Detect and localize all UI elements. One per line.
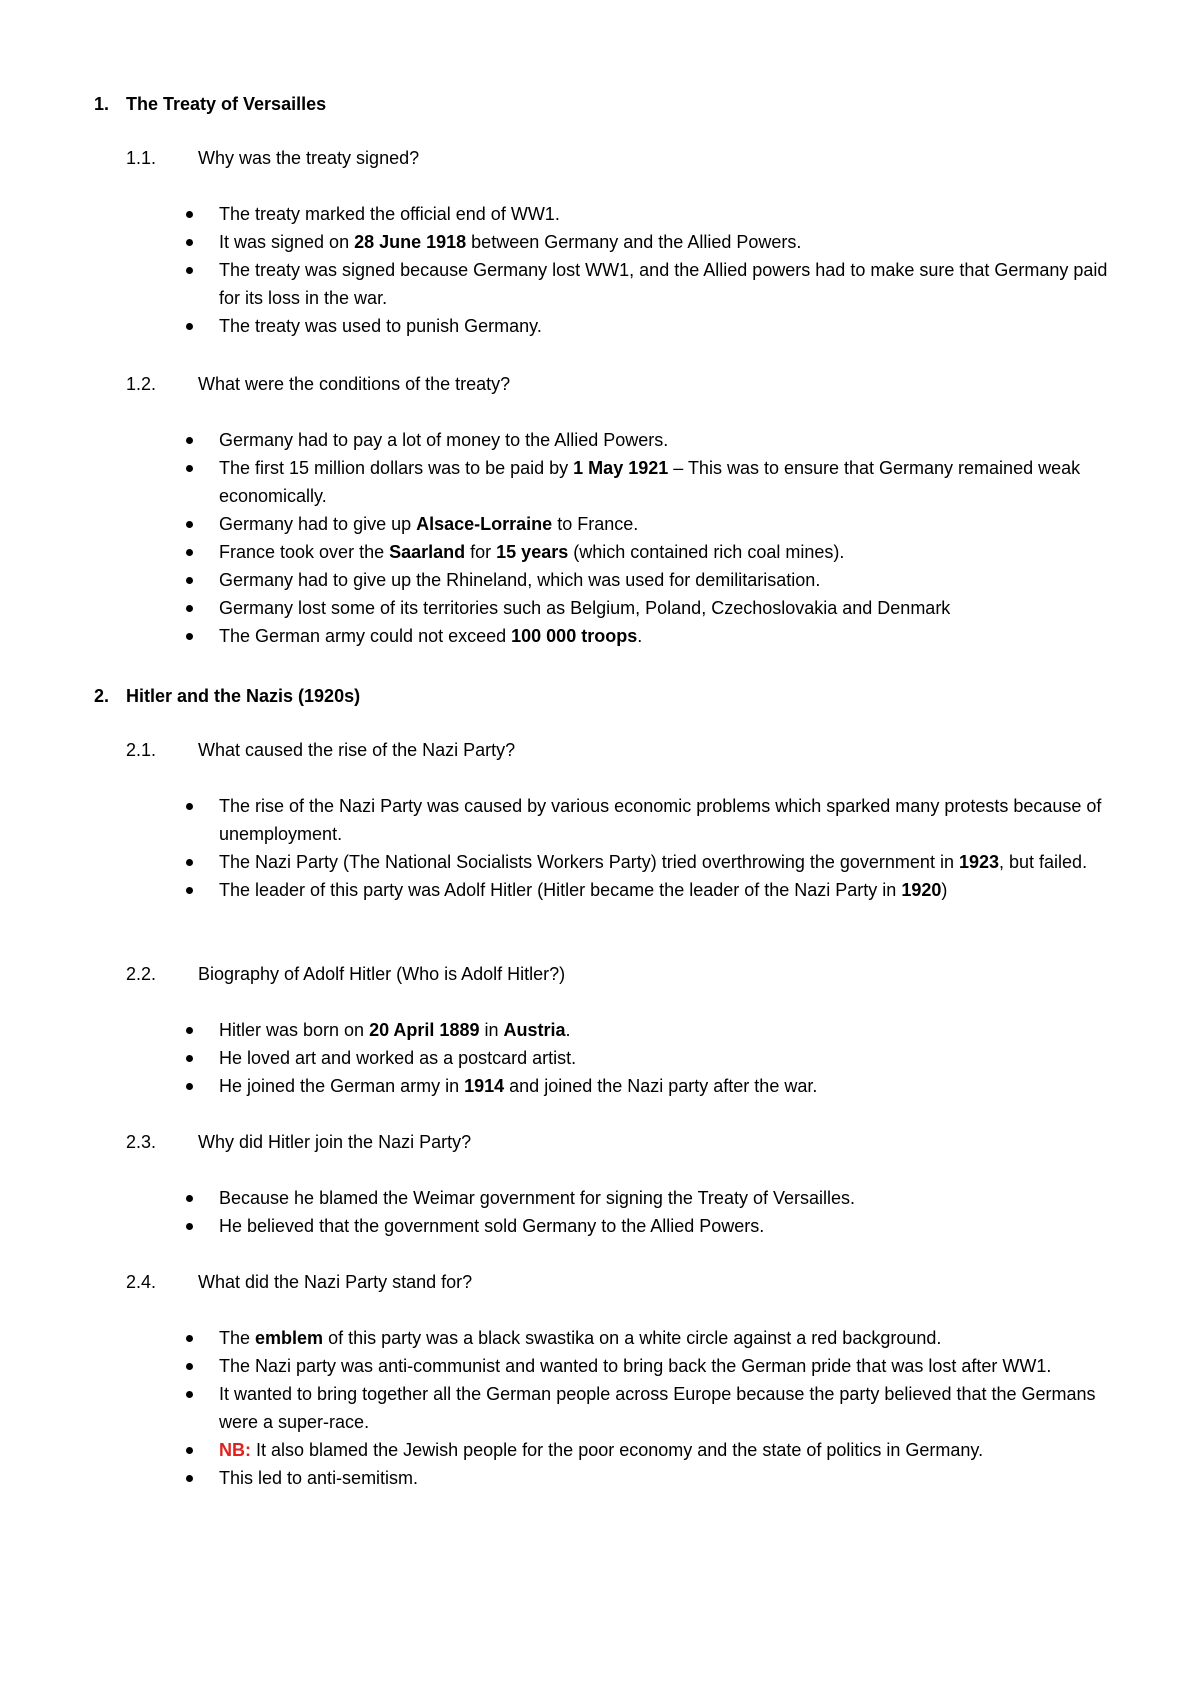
bullet-dot-icon xyxy=(186,239,193,246)
bullet-text: He joined the German army in xyxy=(219,1076,465,1096)
bullet-text: between Germany and the Allied Powers. xyxy=(466,232,802,252)
bullet-text: Germany had to give up xyxy=(219,514,417,534)
bullet-text: The treaty was used to punish Germany. xyxy=(219,316,542,336)
bullet-dot-icon xyxy=(186,549,193,556)
bullet-dot-icon xyxy=(186,633,193,640)
bullet-text: The rise of the Nazi Party was caused by various economic problems which sparked many protests because of unemployment. xyxy=(219,796,1102,844)
bullet-text: Germany had to give up the Rhineland, which was used for demilitarisation. xyxy=(219,570,821,590)
bullet-text: to France. xyxy=(552,514,639,534)
bold-text: Saarland xyxy=(389,542,466,562)
section-number: 1. xyxy=(94,94,110,114)
subsection-number: 2.3. xyxy=(126,1132,157,1152)
bullet-dot-icon xyxy=(186,1475,193,1482)
bullet-text: . xyxy=(637,626,643,646)
subsection-title: What were the conditions of the treaty? xyxy=(198,374,511,394)
bullet-text: Germany had to pay a lot of money to the Allied Powers. xyxy=(219,430,669,450)
bullet-list xyxy=(0,426,1200,650)
subsection-number: 1.2. xyxy=(126,374,157,394)
bullet-dot-icon xyxy=(186,577,193,584)
subsection-heading xyxy=(126,372,510,396)
bullet-item xyxy=(0,426,1109,454)
bullet-item xyxy=(0,876,1109,904)
subsection-heading xyxy=(126,962,565,986)
bullet-item xyxy=(0,1184,1109,1212)
bullet-dot-icon xyxy=(186,323,193,330)
section-title: Hitler and the Nazis (1920s) xyxy=(126,686,361,706)
subsection-heading xyxy=(126,1270,472,1294)
bullet-text: for xyxy=(465,542,497,562)
bullet-text: in xyxy=(479,1020,504,1040)
bullet-text: . xyxy=(565,1020,571,1040)
bullet-text: He loved art and worked as a postcard artist. xyxy=(219,1048,577,1068)
bullet-text: (which contained rich coal mines). xyxy=(568,542,845,562)
subsection-title: Why was the treaty signed? xyxy=(198,148,420,168)
bold-text: 100 000 troops xyxy=(511,626,638,646)
bullet-item xyxy=(0,228,1109,256)
bullet-text: The treaty was signed because Germany lost WW1, and the Allied powers had to make sure that Germany paid for its loss in the war. xyxy=(219,260,1108,308)
bullet-text: The leader of this party was Adolf Hitler (Hitler became the leader of the Nazi Party in xyxy=(219,880,902,900)
bullet-dot-icon xyxy=(186,1223,193,1230)
subsection-title: What caused the rise of the Nazi Party? xyxy=(198,740,516,760)
subsection-number: 2.4. xyxy=(126,1272,157,1292)
bullet-item xyxy=(0,256,1109,312)
bullet-dot-icon xyxy=(186,465,193,472)
bullet-item xyxy=(0,566,1109,594)
bullet-item xyxy=(0,1464,1109,1492)
bullet-dot-icon xyxy=(186,887,193,894)
bullet-item xyxy=(0,454,1109,510)
bullet-text: It wanted to bring together all the German people across Europe because the party believed that the Germans were a super-race. xyxy=(219,1384,1096,1432)
bullet-item xyxy=(0,312,1109,340)
bold-text: 1 May 1921 xyxy=(573,458,669,478)
bold-text: 1914 xyxy=(464,1076,505,1096)
bold-text: 20 April 1889 xyxy=(369,1020,480,1040)
bullet-dot-icon xyxy=(186,1391,193,1398)
bullet-dot-icon xyxy=(186,1195,193,1202)
bullet-item xyxy=(0,538,1109,566)
bullet-dot-icon xyxy=(186,1055,193,1062)
bullet-item xyxy=(0,1044,1109,1072)
bullet-item xyxy=(0,200,1109,228)
bullet-text: The Nazi party was anti-communist and wanted to bring back the German pride that was lost after WW1. xyxy=(219,1356,1052,1376)
bullet-item xyxy=(0,1380,1109,1436)
bullet-dot-icon xyxy=(186,1335,193,1342)
bullet-item xyxy=(0,1016,1109,1044)
bullet-list xyxy=(0,200,1200,340)
bullet-text: The Nazi Party (The National Socialists Workers Party) tried overthrowing the government in xyxy=(219,852,959,872)
bold-text: 28 June 1918 xyxy=(354,232,467,252)
bullet-list xyxy=(0,1324,1200,1492)
bullet-item xyxy=(0,594,1109,622)
subsection-title: What did the Nazi Party stand for? xyxy=(198,1272,473,1292)
bullet-text: of this party was a black swastika on a white circle against a red background. xyxy=(323,1328,942,1348)
bullet-dot-icon xyxy=(186,211,193,218)
bullet-dot-icon xyxy=(186,1363,193,1370)
bullet-dot-icon xyxy=(186,521,193,528)
bold-text: emblem xyxy=(255,1328,324,1348)
bullet-text: Germany lost some of its territories such as Belgium, Poland, Czechoslovakia and Denmark xyxy=(219,598,951,618)
bullet-text: The xyxy=(219,1328,256,1348)
bullet-item xyxy=(0,1072,1109,1100)
bullet-dot-icon xyxy=(186,1447,193,1454)
bullet-text: ) xyxy=(941,880,948,900)
bullet-text: It also blamed the Jewish people for the poor economy and the state of politics in Germany. xyxy=(251,1440,984,1460)
subsection-title: Biography of Adolf Hitler (Who is Adolf Hitler?) xyxy=(198,964,566,984)
bold-text: 15 years xyxy=(496,542,569,562)
bullet-dot-icon xyxy=(186,859,193,866)
bullet-list xyxy=(0,1016,1200,1100)
bullet-list xyxy=(0,1184,1200,1240)
bullet-text: Hitler was born on xyxy=(219,1020,370,1040)
subsection-heading xyxy=(126,738,515,762)
bullet-text: The first 15 million dollars was to be paid by xyxy=(219,458,574,478)
bold-text: Alsace-Lorraine xyxy=(416,514,553,534)
bullet-item xyxy=(0,1436,1109,1464)
bullet-text: France took over the xyxy=(219,542,390,562)
bullet-item xyxy=(0,510,1109,538)
bullet-text: The German army could not exceed xyxy=(219,626,512,646)
note-label: NB: xyxy=(219,1440,251,1460)
bullet-item xyxy=(0,622,1109,650)
bullet-dot-icon xyxy=(186,1027,193,1034)
bullet-text: and joined the Nazi party after the war. xyxy=(504,1076,818,1096)
section-heading xyxy=(94,684,360,708)
subsection-number: 1.1. xyxy=(126,148,157,168)
bullet-dot-icon xyxy=(186,605,193,612)
subsection-heading xyxy=(126,146,419,170)
bullet-list xyxy=(0,792,1200,904)
bullet-text: He believed that the government sold Germany to the Allied Powers. xyxy=(219,1216,765,1236)
bullet-text: The treaty marked the official end of WW1. xyxy=(219,204,560,224)
section-heading xyxy=(94,92,326,116)
subsection-number: 2.1. xyxy=(126,740,157,760)
bullet-text: – This was to ensure that Germany remained weak economically. xyxy=(219,458,1081,506)
bullet-text: Because he blamed the Weimar government for signing the Treaty of Versailles. xyxy=(219,1188,856,1208)
subsection-heading xyxy=(126,1130,471,1154)
bullet-item xyxy=(0,1212,1109,1240)
bullet-dot-icon xyxy=(186,803,193,810)
bullet-item xyxy=(0,1324,1109,1352)
subsection-title: Why did Hitler join the Nazi Party? xyxy=(198,1132,472,1152)
bullet-item xyxy=(0,792,1109,848)
bullet-dot-icon xyxy=(186,437,193,444)
bold-text: Austria xyxy=(503,1020,566,1040)
bullet-text: , but failed. xyxy=(999,852,1088,872)
bold-text: 1923 xyxy=(958,852,1000,872)
section-number: 2. xyxy=(94,686,110,706)
bullet-dot-icon xyxy=(186,1083,193,1090)
bullet-item xyxy=(0,1352,1109,1380)
bullet-item xyxy=(0,848,1109,876)
bullet-text: It was signed on xyxy=(219,232,355,252)
bold-text: 1920 xyxy=(901,880,942,900)
section-title: The Treaty of Versailles xyxy=(126,94,327,114)
bullet-dot-icon xyxy=(186,267,193,274)
bullet-text: This led to anti-semitism. xyxy=(219,1468,419,1488)
subsection-number: 2.2. xyxy=(126,964,157,984)
